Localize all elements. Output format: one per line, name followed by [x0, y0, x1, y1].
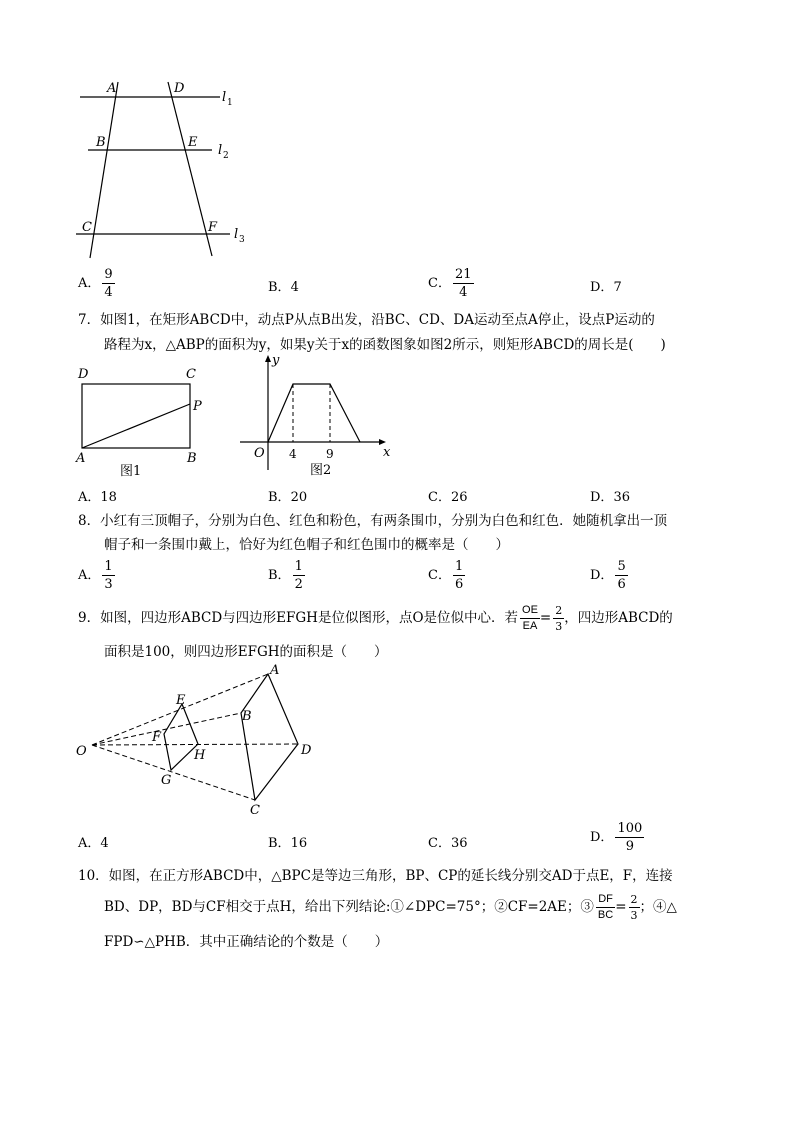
hom-label-C: C	[250, 803, 260, 818]
q9-option-a: A．4	[78, 836, 109, 851]
q9-option-d: D． $\frac{100}{9}$	[590, 821, 643, 854]
fig2-label-O: O	[254, 446, 265, 461]
hom-label-G: G	[161, 773, 172, 788]
q7-option-b: B．20	[268, 490, 308, 505]
function-graph-figure-2	[236, 352, 401, 480]
q9-option-b: B．16	[268, 836, 308, 851]
q6-option-b: B．4	[268, 280, 299, 295]
q8-text-line1: 8．小红有三顶帽子，分别为白色、红色和粉色，有两条围巾，分别为白色和红色．她随机拿出一顶	[78, 513, 668, 529]
label-l2-sub: 2	[223, 151, 229, 161]
label-E: E	[188, 135, 198, 150]
q9-option-c: C．36	[428, 836, 468, 851]
rectangle-figure-1	[72, 362, 212, 480]
hom-label-H: H	[194, 748, 206, 763]
hom-label-B: B	[242, 709, 252, 724]
hom-label-D: D	[301, 743, 312, 758]
label-D: D	[174, 81, 185, 96]
q6-option-d: D．7	[590, 280, 622, 295]
label-F: F	[208, 220, 218, 235]
hom-label-E: E	[176, 693, 186, 708]
fig1-label-D: D	[78, 367, 89, 382]
fig2-label-y: y	[272, 353, 280, 368]
fig1-label-C: C	[186, 367, 196, 382]
q10-text-line1: 10．如图，在正方形ABCD中，△BPC是等边三角形，BP、CP的延长线分别交AD于点E，F，连接	[78, 868, 673, 884]
fig2-label-x: x	[383, 445, 391, 460]
hom-label-A: A	[270, 663, 280, 678]
label-l3-sub: 3	[239, 235, 245, 245]
label-l3: l	[234, 227, 239, 242]
label-l1: l	[222, 90, 227, 105]
q7-text-line2: 路程为x，△ABP的面积为y，如果y关于x的函数图象如图2所示，则矩形ABCD的周长是( )	[104, 337, 666, 353]
q9-text-line2: 面积是100，则四边形EFGH的面积是（ ）	[104, 644, 388, 660]
homothety-figure	[72, 662, 322, 822]
label-B: B	[96, 135, 106, 150]
fig1-label-A: A	[76, 451, 86, 466]
q8-text-line2: 帽子和一条围巾戴上，恰好为红色帽子和红色围巾的概率是（ ）	[104, 537, 509, 553]
hom-label-F: F	[152, 730, 162, 745]
fig2-tick-9: 9	[326, 447, 334, 461]
hom-label-O: O	[76, 744, 87, 759]
fig2-tick-4: 4	[289, 447, 297, 461]
parallel-lines-figure	[70, 74, 260, 264]
q8-option-c: C． $\frac{1}{6}$	[428, 559, 464, 592]
fig1-label-P: P	[193, 399, 202, 414]
q7-option-a: A．18	[78, 490, 117, 505]
label-l2: l	[218, 143, 223, 158]
label-C: C	[82, 220, 92, 235]
q6-option-a: A． $\frac{9}{4}$	[78, 267, 113, 300]
q9-text-line1: 9．如图，四边形ABCD与四边形EFGH是位似图形，点O是位似中心．若 $\frac{OE}{EA}$ = $\frac{2}{3}$ ，四边形ABCD的	[78, 604, 673, 633]
fig1-label-B: B	[187, 451, 197, 466]
q7-option-d: D．36	[590, 490, 630, 505]
q8-option-d: D． $\frac{5}{6}$	[590, 559, 626, 592]
q6-option-c: C． $\frac{21}{4}$	[428, 267, 472, 300]
fig1-caption: 图1	[120, 464, 142, 479]
label-l1-sub: 1	[227, 98, 233, 108]
fig2-caption: 图2	[310, 463, 332, 478]
q7-text-line1: 7．如图1，在矩形ABCD中，动点P从点B出发，沿BC、CD、DA运动至点A停止，设点P运动的	[78, 312, 655, 328]
q7-option-c: C．26	[428, 490, 468, 505]
q8-option-a: A． $\frac{1}{3}$	[78, 559, 113, 592]
q10-text-line3: FPD∽△PHB．其中正确结论的个数是（ ）	[104, 934, 389, 950]
q8-option-b: B． $\frac{1}{2}$	[268, 559, 303, 592]
q10-text-line2: BD、DP，BD与CF相交于点H，给出下列结论:①∠DPC=75°；②CF=2AE；③ $\frac{DF}{BC}$ = $\frac{2}{3}$ ；④△	[104, 893, 677, 922]
label-A: A	[107, 81, 117, 96]
